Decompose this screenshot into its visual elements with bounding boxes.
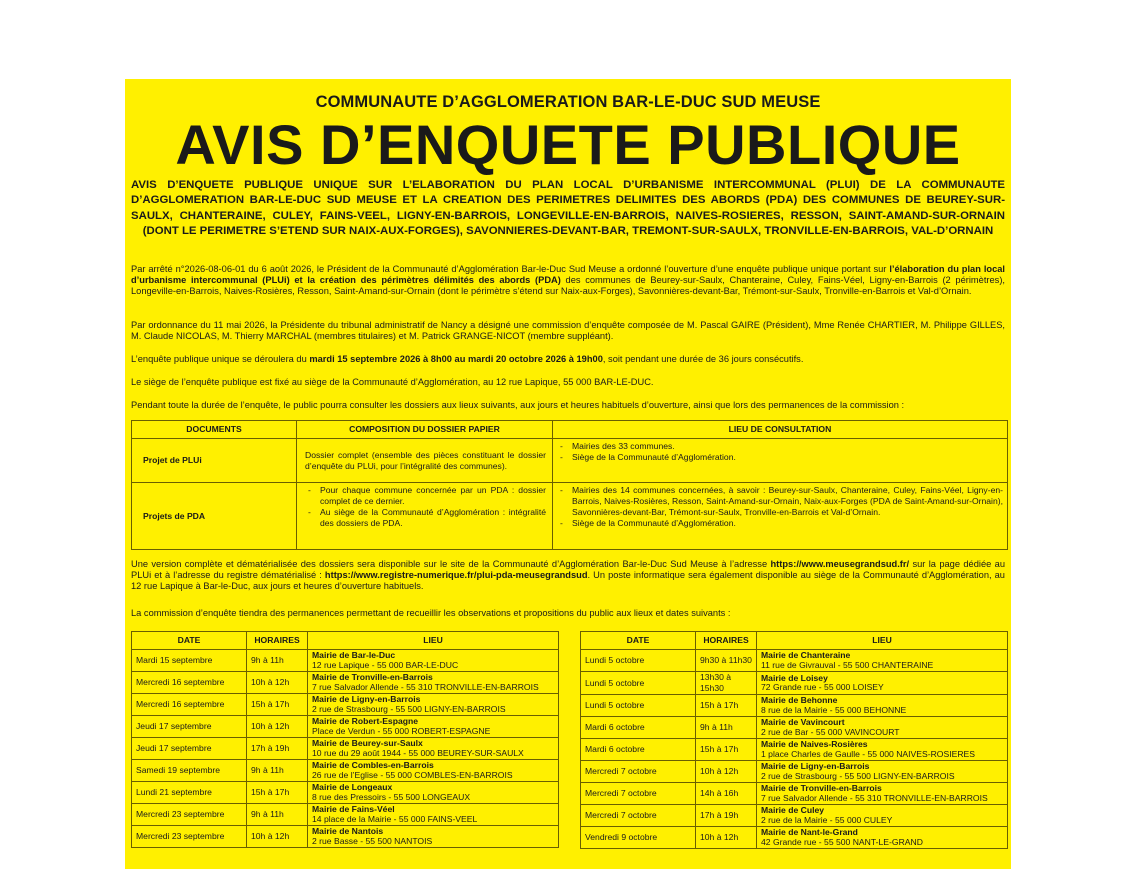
header-documents: DOCUMENTS xyxy=(132,421,297,439)
table-row xyxy=(132,804,559,826)
horaires-cell: 17h à 19h xyxy=(696,805,757,827)
composition-cell: Dossier complet (ensemble des pièces constituant le dossier d’enquête du PLUi, pour l’intégralité des communes). xyxy=(297,439,553,483)
notice-sheet xyxy=(125,79,1011,869)
horaires-cell: 10h à 12h xyxy=(247,672,308,694)
permanences-header-row xyxy=(581,632,1008,650)
lieu-cell xyxy=(308,760,559,782)
date-cell: Lundi 21 septembre xyxy=(132,782,247,804)
mairie-name: Mairie de Loisey xyxy=(761,672,828,683)
mairie-address: 2 rue de Strasbourg - 55 500 LIGNY-EN-BARROIS xyxy=(761,770,955,781)
date-cell: Jeudi 17 septembre xyxy=(132,716,247,738)
date-cell: Mardi 6 octobre xyxy=(581,717,696,739)
date-cell: Lundi 5 octobre xyxy=(581,650,696,672)
documents-row-pda xyxy=(132,483,1008,550)
list-item: - Siège de la Communauté d’Agglomération. xyxy=(557,518,1003,529)
list-item: - Pour chaque commune concernée par un PDA : dossier complet de ce dernier. xyxy=(305,485,546,507)
mairie-name: Mairie de Robert-Espagne xyxy=(312,716,419,726)
mairie-name: Mairie de Chanteraine xyxy=(761,650,851,660)
lieu-cell xyxy=(757,783,1008,805)
horaires-cell: 10h à 12h xyxy=(247,826,308,848)
horaires-cell: 9h30 à 11h30 xyxy=(696,650,757,672)
mairie-name: Mairie de Naives-Rosières xyxy=(761,739,868,749)
row-label: Projets de PDA xyxy=(132,483,297,550)
horaires-cell: 9h à 11h xyxy=(247,804,308,826)
mairie-name: Mairie de Tronville-en-Barrois xyxy=(761,783,882,793)
mairie-name: Mairie de Nantois xyxy=(312,826,384,836)
lieu-cell xyxy=(757,650,1008,672)
mairie-name: Mairie de Culey xyxy=(761,805,825,815)
date-cell: Jeudi 17 septembre xyxy=(132,738,247,760)
date-cell: Mardi 15 septembre xyxy=(132,650,247,672)
paragraph-text: , soit pendant une durée de 36 jours consécutifs. xyxy=(602,354,804,364)
table-row xyxy=(132,716,559,738)
table-row xyxy=(132,694,559,716)
table-row xyxy=(581,717,1008,739)
horaires-cell: 9h à 11h xyxy=(696,717,757,739)
lieu-cell xyxy=(757,695,1008,717)
mairie-name: Mairie de Bar-le-Duc xyxy=(312,650,396,660)
header-lieu: LIEU DE CONSULTATION xyxy=(553,421,1008,439)
composition-cell xyxy=(297,483,553,550)
organization-name: COMMUNAUTE D’AGGLOMERATION BAR-LE-DUC SUD MEUSE xyxy=(315,93,821,111)
mairie-address: 42 Grande rue - 55 500 NANT-LE-GRAND xyxy=(761,836,923,847)
mairie-name: Mairie de Fains-Véel xyxy=(312,804,395,814)
table-row xyxy=(581,827,1008,849)
date-cell: Vendredi 9 octobre xyxy=(581,827,696,849)
paragraph-text: L’enquête publique unique se déroulera du xyxy=(131,354,310,364)
horaires-cell: 13h30 à 15h30 xyxy=(696,672,757,695)
horaires-cell: 9h à 11h xyxy=(247,650,308,672)
horaires-cell: 15h à 17h xyxy=(247,782,308,804)
lieu-cell xyxy=(553,439,1008,483)
mairie-address: 11 rue de Givrauval - 55 500 CHANTERAINE xyxy=(761,659,934,670)
date-cell: Lundi 5 octobre xyxy=(581,672,696,695)
documents-header-row xyxy=(132,421,1008,439)
table-row xyxy=(581,650,1008,672)
paragraph-text: sur la page dédiée au PLUi et à l’adresse du registre dématérialisé : xyxy=(131,559,1005,580)
table-row xyxy=(132,760,559,782)
mairie-name: Mairie de Tronville-en-Barrois xyxy=(312,672,433,682)
horaires-cell: 15h à 17h xyxy=(696,739,757,761)
mairie-address: 72 Grande rue - 55 000 LOISEY xyxy=(761,682,884,692)
paragraph-dematerialise xyxy=(131,559,1005,592)
table-row xyxy=(132,738,559,760)
horaires-cell: 15h à 17h xyxy=(696,695,757,717)
horaires-cell: 10h à 12h xyxy=(247,716,308,738)
date-cell: Mercredi 23 septembre xyxy=(132,804,247,826)
paragraph-siege: Le siège de l’enquête publique est fixé au siège de la Communauté d’Agglomération, au 12 rue Lapique, 55 000 BAR-LE-DUC. xyxy=(131,377,654,387)
list-item: - Mairies des 14 communes concernées, à savoir : Beurey-sur-Saulx, Chanteraine, Culey, Fains-Véel, Ligny-en-Barrois, Naives-Rosières, Resson, Saint-Amand-sur-Ornain, Naix-aux-Forges (PDA de Saint-Amand-sur-Ornain), Savonnières-devant-Bar, Trémont-sur-Saulx, Tronville-en-Barrois et Val-d’Ornain. xyxy=(557,485,1003,518)
documents-table xyxy=(131,420,1008,550)
header-date: DATE xyxy=(132,632,247,650)
mairie-address: 8 rue de la Mairie - 55 000 BEHONNE xyxy=(761,704,907,715)
horaires-cell: 10h à 12h xyxy=(696,827,757,849)
table-row xyxy=(581,672,1008,695)
lieu-cell xyxy=(308,804,559,826)
lieu-cell xyxy=(308,782,559,804)
permanences-header-row xyxy=(132,632,559,650)
lieu-cell xyxy=(757,827,1008,849)
header-horaires: HORAIRES xyxy=(247,632,308,650)
paragraph-arrete xyxy=(131,264,1005,297)
mairie-address: 2 rue de Strasbourg - 55 500 LIGNY-EN-BARROIS xyxy=(312,703,506,714)
permanences-body-left xyxy=(132,650,559,848)
table-row xyxy=(581,805,1008,827)
lieu-cell xyxy=(757,672,1008,695)
row-label: Projet de PLUi xyxy=(132,439,297,483)
documents-row-plui xyxy=(132,439,1008,483)
permanences-body-right xyxy=(581,650,1008,849)
mairie-address: 2 rue de la Mairie - 55 000 CULEY xyxy=(761,814,893,825)
lieu-cell xyxy=(757,805,1008,827)
paragraph-text: . Un poste informatique sera également disponible au siège de la Communauté d’Agglomération, au 12 rue Lapique à Bar-le-Duc, aux jours et heures d’ouverture habituels. xyxy=(131,570,1005,591)
notice-subtitle: AVIS D’ENQUETE PUBLIQUE UNIQUE SUR L’ELABORATION DU PLAN LOCAL D’URBANISME INTERCOMMUNAL (PLUI) DE LA COMMUNAUTE D’AGGLOMERATION BAR-LE-DUC SUD MEUSE ET LA CREATION DES PERIMETRES DELIMITES DES ABORDS (PDA) DES COMMUNES DE BEUREY-SUR-SAULX, CHANTERAINE, CULEY, FAINS-VEEL, LIGNY-EN-BARROIS, LONGEVILLE-EN-BARROIS, NAIVES-ROSIERES, RESSON, SAINT-AMAND-SUR-ORNAIN (DONT LE PERIMETRE S’ETEND SUR NAIX-AUX-FORGES), SAVONNIERES-DEVANT-BAR, TREMONT-SUR-SAULX, TRONVILLE-EN-BARROIS, VAL-D’ORNAIN xyxy=(131,179,1005,237)
table-row xyxy=(132,672,559,694)
paragraph-dates xyxy=(131,354,1005,365)
table-row xyxy=(132,650,559,672)
table-row xyxy=(581,783,1008,805)
list-item: - Au siège de la Communauté d’Agglomération : intégralité des dossiers de PDA. xyxy=(305,507,546,529)
mairie-address: 12 rue Lapique - 55 000 BAR-LE-DUC xyxy=(312,659,459,670)
mairie-name: Mairie de Longeaux xyxy=(312,782,393,792)
lieu-cell xyxy=(308,738,559,760)
notice-title: AVIS D’ENQUETE PUBLIQUE xyxy=(175,113,961,176)
mairie-address: 2 rue Basse - 55 500 NANTOIS xyxy=(312,835,433,846)
mairie-address: 8 rue des Pressoirs - 55 500 LONGEAUX xyxy=(312,791,471,802)
paragraph-consultation: Pendant toute la durée de l’enquête, le public pourra consulter les dossiers aux lieux suivants, aux jours et heures habituels d’ouverture, ainsi que lors des permanences de la commission : xyxy=(131,400,905,410)
lieu-cell xyxy=(308,672,559,694)
header-lieu: LIEU xyxy=(757,632,1008,650)
lieu-cell xyxy=(757,717,1008,739)
horaires-cell: 9h à 11h xyxy=(247,760,308,782)
lieu-cell xyxy=(308,826,559,848)
horaires-cell: 14h à 16h xyxy=(696,783,757,805)
table-row xyxy=(132,826,559,848)
paragraph-text: Une version complète et dématérialisée des dossiers sera disponible sur le site de la Communauté d’Agglomération Bar-le-Duc Sud Meuse à l’adresse xyxy=(131,559,771,569)
paragraph-permanences: La commission d’enquête tiendra des permanences permettant de recueillir les observations et propositions du public aux lieux et dates suivants : xyxy=(131,608,731,618)
mairie-address: 2 rue de Bar - 55 000 VAVINCOURT xyxy=(761,726,900,737)
registry-link[interactable]: https://www.registre-numerique.fr/plui-pda-meusegrandsud xyxy=(324,570,588,580)
date-cell: Mercredi 7 octobre xyxy=(581,783,696,805)
mairie-name: Mairie de Ligny-en-Barrois xyxy=(312,694,421,704)
header-date: DATE xyxy=(581,632,696,650)
mairie-address: 1 place Charles de Gaulle - 55 000 NAIVES-ROSIERES xyxy=(761,748,975,759)
horaires-cell: 17h à 19h xyxy=(247,738,308,760)
lieu-cell xyxy=(308,650,559,672)
list-item: - Mairies des 33 communes. xyxy=(557,441,1003,452)
date-cell: Mercredi 16 septembre xyxy=(132,672,247,694)
horaires-cell: 15h à 17h xyxy=(247,694,308,716)
header-lieu: LIEU xyxy=(308,632,559,650)
mairie-address: 7 rue Salvador Allende - 55 310 TRONVILLE-EN-BARROIS xyxy=(761,792,988,803)
date-cell: Lundi 5 octobre xyxy=(581,695,696,717)
mairie-name: Mairie de Combles-en-Barrois xyxy=(312,760,434,770)
mairie-address: 10 rue du 29 août 1944 - 55 000 BEUREY-SUR-SAULX xyxy=(312,747,524,758)
table-row xyxy=(581,761,1008,783)
permanences-table-right xyxy=(580,631,1008,849)
lieu-cell xyxy=(308,716,559,738)
header-horaires: HORAIRES xyxy=(696,632,757,650)
mairie-name: Mairie de Ligny-en-Barrois xyxy=(761,761,870,771)
date-cell: Mercredi 16 septembre xyxy=(132,694,247,716)
list-item: - Siège de la Communauté d’Agglomération. xyxy=(557,452,1003,463)
mairie-name: Mairie de Vavincourt xyxy=(761,717,845,727)
paragraph-bold-text: mardi 15 septembre 2026 à 8h00 au mardi 20 octobre 2026 à 19h00 xyxy=(309,354,603,364)
paragraph-bold-text: l’élaboration du plan local d’urbanisme intercommunal (PLUi) et la création des périmètres délimités des abords (PDA) xyxy=(131,264,1006,285)
mairie-address: 14 place de la Mairie - 55 000 FAINS-VEEL xyxy=(312,813,478,824)
header-composition: COMPOSITION DU DOSSIER PAPIER xyxy=(297,421,553,439)
website-link[interactable]: https://www.meusegrandsud.fr/ xyxy=(770,559,910,569)
table-row xyxy=(581,739,1008,761)
lieu-cell xyxy=(757,761,1008,783)
permanences-table-left xyxy=(131,631,559,848)
lieu-cell xyxy=(308,694,559,716)
mairie-address: Place de Verdun - 55 000 ROBERT-ESPAGNE xyxy=(312,725,491,736)
mairie-name: Mairie de Beurey-sur-Saulx xyxy=(312,738,423,748)
lieu-cell xyxy=(553,483,1008,550)
paragraph-text: Par arrêté n°2026-08-06-01 du 6 août 2026, le Président de la Communauté d’Agglomération Bar-le-Duc Sud Meuse a ordonné l’ouverture d’une enquête publique unique portant sur xyxy=(131,264,890,274)
date-cell: Samedi 19 septembre xyxy=(132,760,247,782)
mairie-address: 7 rue Salvador Allende - 55 310 TRONVILLE-EN-BARROIS xyxy=(312,681,539,692)
mairie-name: Mairie de Nant-le-Grand xyxy=(761,827,858,837)
horaires-cell: 10h à 12h xyxy=(696,761,757,783)
table-row xyxy=(132,782,559,804)
date-cell: Mercredi 7 octobre xyxy=(581,805,696,827)
date-cell: Mardi 6 octobre xyxy=(581,739,696,761)
paragraph-text: des communes de Beurey-sur-Saulx, Chanteraine, Culey, Fains-Véel, Ligny-en-Barrois (2 périmètres), Longeville-en-Barrois, Naives-Rosières, Resson, Saint-Amand-sur-Ornain (dont le périmètre s’étend sur Naix-aux-Forges), Savonnières-devant-Bar, Trémont-sur-Saulx, Tronville-en-Barrois et Val-d’Ornain. xyxy=(131,275,1005,296)
paragraph-commission: Par ordonnance du 11 mai 2026, la Présidente du tribunal administratif de Nancy a désigné une commission d’enquête composée de M. Pascal GAIRE (Président), Mme Renée CHARTIER, M. Philippe GILLES, M. Claude NICOLAS, M. Thierry MARCHAL (membres titulaires) et M. Patrick GRANGE-NICOT (membre suppléant). xyxy=(131,320,1005,341)
mairie-address: 26 rue de l’Eglise - 55 000 COMBLES-EN-BARROIS xyxy=(312,769,513,780)
mairie-name: Mairie de Behonne xyxy=(761,695,838,705)
date-cell: Mercredi 23 septembre xyxy=(132,826,247,848)
date-cell: Mercredi 7 octobre xyxy=(581,761,696,783)
table-row xyxy=(581,695,1008,717)
lieu-cell xyxy=(757,739,1008,761)
